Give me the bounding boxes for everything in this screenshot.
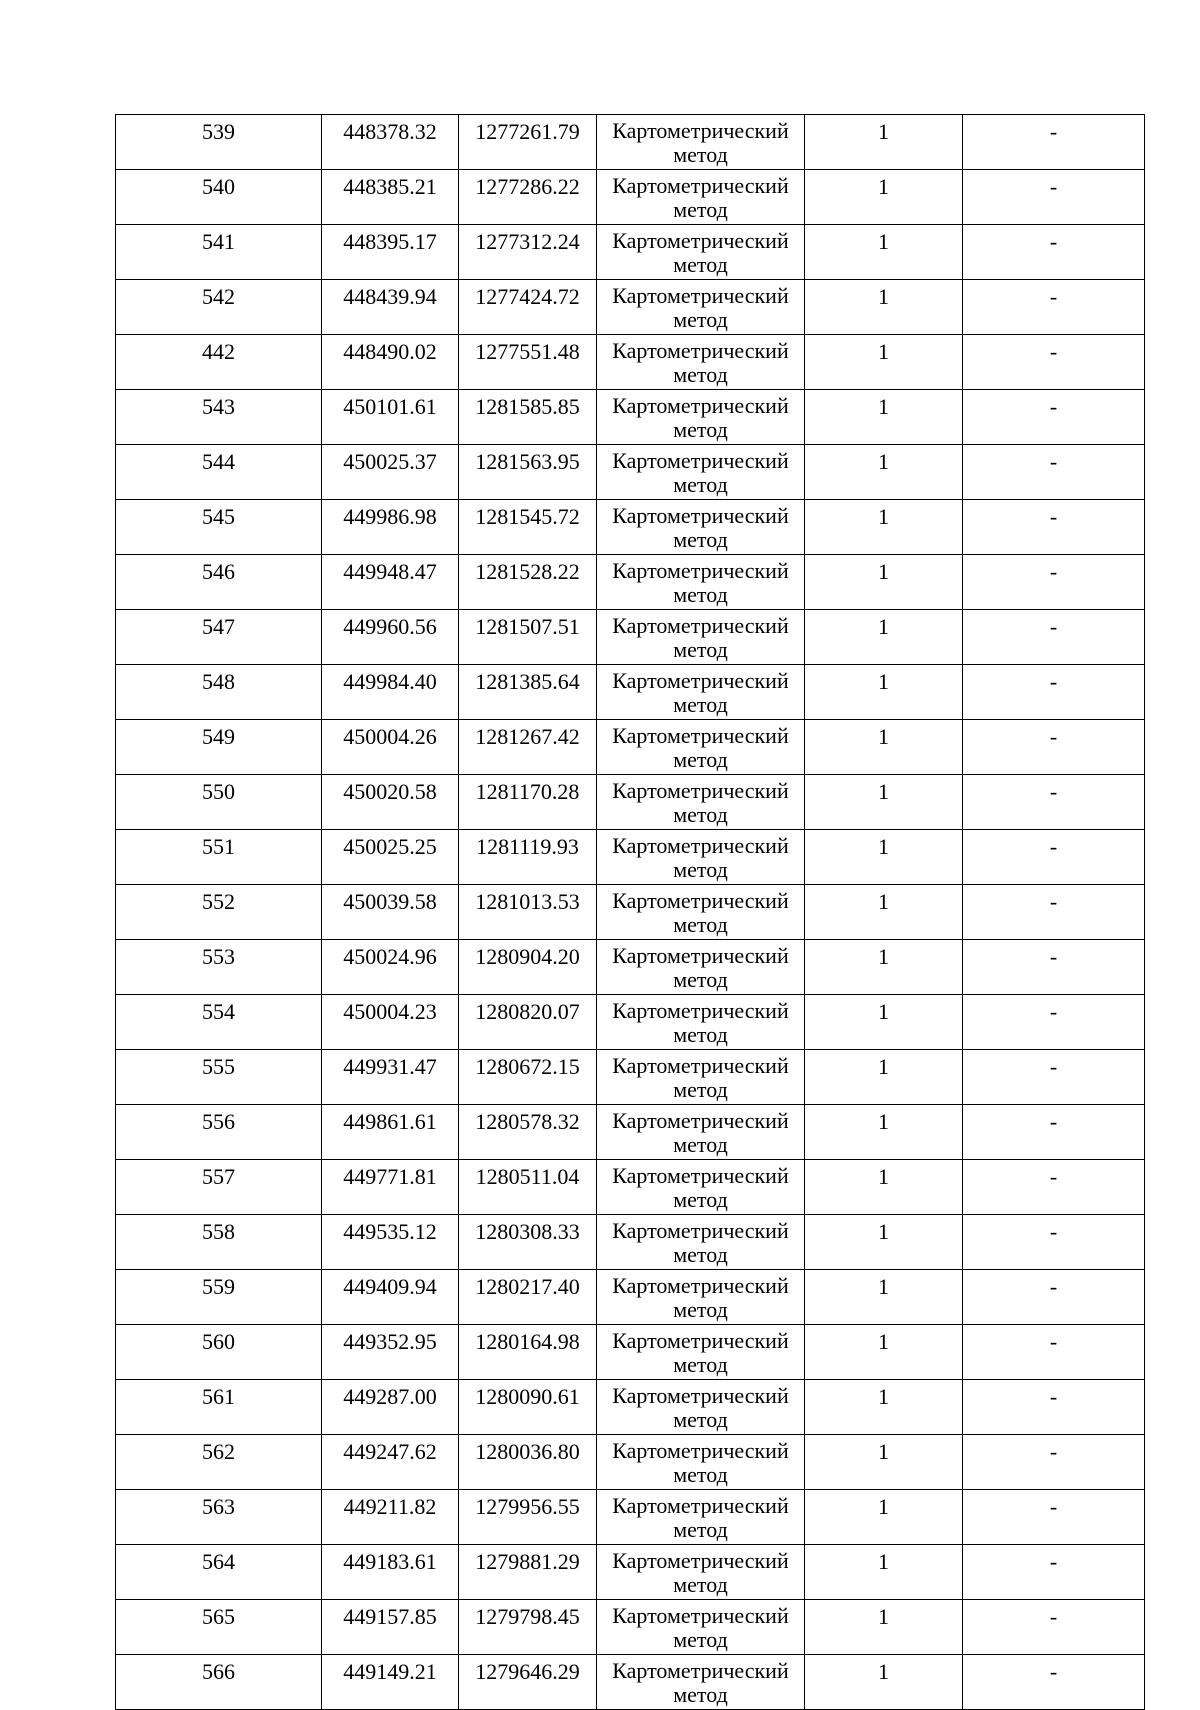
method-line-1: Картометрический xyxy=(612,393,789,418)
accuracy-cell: 1 xyxy=(805,445,963,500)
method-line-2: метод xyxy=(673,197,728,222)
method-cell xyxy=(597,885,805,940)
method-line-2: метод xyxy=(673,472,728,497)
point-number-cell: 549 xyxy=(116,720,322,775)
method-line-1: Картометрический xyxy=(612,1273,789,1298)
table-row xyxy=(116,280,1145,335)
table-row xyxy=(116,445,1145,500)
accuracy-cell: 1 xyxy=(805,610,963,665)
note-cell: - xyxy=(963,830,1145,885)
table-row xyxy=(116,1435,1145,1490)
method-line-1: Картометрический xyxy=(612,338,789,363)
table-row xyxy=(116,1160,1145,1215)
y-coordinate-cell: 1280511.04 xyxy=(459,1160,597,1215)
y-coordinate-cell: 1277261.79 xyxy=(459,115,597,170)
method-cell xyxy=(597,170,805,225)
method-line-1: Картометрический xyxy=(612,1328,789,1353)
method-line-2: метод xyxy=(673,252,728,277)
method-line-2: метод xyxy=(673,1572,728,1597)
table-row xyxy=(116,1600,1145,1655)
x-coordinate-cell: 448439.94 xyxy=(322,280,459,335)
note-cell: - xyxy=(963,940,1145,995)
method-cell xyxy=(597,115,805,170)
method-line-2: метод xyxy=(673,912,728,937)
point-number-cell: 442 xyxy=(116,335,322,390)
point-number-cell: 539 xyxy=(116,115,322,170)
y-coordinate-cell: 1281507.51 xyxy=(459,610,597,665)
coordinates-table xyxy=(115,114,1145,1710)
point-number-cell: 548 xyxy=(116,665,322,720)
x-coordinate-cell: 449409.94 xyxy=(322,1270,459,1325)
accuracy-cell: 1 xyxy=(805,940,963,995)
method-cell xyxy=(597,1490,805,1545)
table-row xyxy=(116,1655,1145,1710)
method-line-2: метод xyxy=(673,417,728,442)
method-line-2: метод xyxy=(673,582,728,607)
table-row xyxy=(116,1545,1145,1600)
accuracy-cell: 1 xyxy=(805,115,963,170)
x-coordinate-cell: 449183.61 xyxy=(322,1545,459,1600)
y-coordinate-cell: 1280090.61 xyxy=(459,1380,597,1435)
accuracy-cell: 1 xyxy=(805,1490,963,1545)
method-line-1: Картометрический xyxy=(612,558,789,583)
accuracy-cell: 1 xyxy=(805,225,963,280)
method-line-1: Картометрический xyxy=(612,1108,789,1133)
x-coordinate-cell: 449149.21 xyxy=(322,1655,459,1710)
method-line-2: метод xyxy=(673,1517,728,1542)
method-cell xyxy=(597,1160,805,1215)
method-cell xyxy=(597,1105,805,1160)
point-number-cell: 544 xyxy=(116,445,322,500)
x-coordinate-cell: 450101.61 xyxy=(322,390,459,445)
table-row xyxy=(116,995,1145,1050)
method-line-1: Картометрический xyxy=(612,943,789,968)
point-number-cell: 560 xyxy=(116,1325,322,1380)
x-coordinate-cell: 448490.02 xyxy=(322,335,459,390)
table-row xyxy=(116,665,1145,720)
point-number-cell: 555 xyxy=(116,1050,322,1105)
y-coordinate-cell: 1277312.24 xyxy=(459,225,597,280)
point-number-cell: 540 xyxy=(116,170,322,225)
method-line-1: Картометрический xyxy=(612,173,789,198)
note-cell: - xyxy=(963,1270,1145,1325)
point-number-cell: 565 xyxy=(116,1600,322,1655)
method-line-1: Картометрический xyxy=(612,668,789,693)
x-coordinate-cell: 450020.58 xyxy=(322,775,459,830)
point-number-cell: 564 xyxy=(116,1545,322,1600)
method-line-1: Картометрический xyxy=(612,118,789,143)
note-cell: - xyxy=(963,500,1145,555)
point-number-cell: 558 xyxy=(116,1215,322,1270)
method-line-2: метод xyxy=(673,1682,728,1707)
x-coordinate-cell: 450039.58 xyxy=(322,885,459,940)
method-cell xyxy=(597,225,805,280)
point-number-cell: 557 xyxy=(116,1160,322,1215)
note-cell: - xyxy=(963,335,1145,390)
x-coordinate-cell: 449352.95 xyxy=(322,1325,459,1380)
method-cell xyxy=(597,1050,805,1105)
method-line-1: Картометрический xyxy=(612,1053,789,1078)
accuracy-cell: 1 xyxy=(805,1380,963,1435)
accuracy-cell: 1 xyxy=(805,775,963,830)
y-coordinate-cell: 1280578.32 xyxy=(459,1105,597,1160)
table-row xyxy=(116,940,1145,995)
method-line-1: Картометрический xyxy=(612,998,789,1023)
note-cell: - xyxy=(963,115,1145,170)
x-coordinate-cell: 448395.17 xyxy=(322,225,459,280)
point-number-cell: 542 xyxy=(116,280,322,335)
note-cell: - xyxy=(963,555,1145,610)
note-cell: - xyxy=(963,1160,1145,1215)
method-line-1: Картометрический xyxy=(612,778,789,803)
accuracy-cell: 1 xyxy=(805,720,963,775)
y-coordinate-cell: 1280672.15 xyxy=(459,1050,597,1105)
note-cell: - xyxy=(963,665,1145,720)
y-coordinate-cell: 1277424.72 xyxy=(459,280,597,335)
note-cell: - xyxy=(963,1380,1145,1435)
x-coordinate-cell: 449287.00 xyxy=(322,1380,459,1435)
method-line-2: метод xyxy=(673,1352,728,1377)
method-line-2: метод xyxy=(673,1077,728,1102)
method-line-1: Картометрический xyxy=(612,833,789,858)
x-coordinate-cell: 450025.37 xyxy=(322,445,459,500)
method-line-2: метод xyxy=(673,1407,728,1432)
x-coordinate-cell: 449931.47 xyxy=(322,1050,459,1105)
y-coordinate-cell: 1280820.07 xyxy=(459,995,597,1050)
table-row xyxy=(116,170,1145,225)
y-coordinate-cell: 1281119.93 xyxy=(459,830,597,885)
table-row xyxy=(116,335,1145,390)
accuracy-cell: 1 xyxy=(805,170,963,225)
note-cell: - xyxy=(963,1105,1145,1160)
table-row xyxy=(116,885,1145,940)
method-cell xyxy=(597,720,805,775)
method-line-2: метод xyxy=(673,307,728,332)
method-cell xyxy=(597,830,805,885)
note-cell: - xyxy=(963,1600,1145,1655)
method-cell xyxy=(597,335,805,390)
method-line-1: Картометрический xyxy=(612,1548,789,1573)
point-number-cell: 562 xyxy=(116,1435,322,1490)
accuracy-cell: 1 xyxy=(805,885,963,940)
table-row xyxy=(116,500,1145,555)
method-cell xyxy=(597,610,805,665)
accuracy-cell: 1 xyxy=(805,1050,963,1105)
y-coordinate-cell: 1281267.42 xyxy=(459,720,597,775)
method-line-1: Картометрический xyxy=(612,1438,789,1463)
table-row xyxy=(116,1105,1145,1160)
method-cell xyxy=(597,940,805,995)
x-coordinate-cell: 449861.61 xyxy=(322,1105,459,1160)
note-cell: - xyxy=(963,170,1145,225)
x-coordinate-cell: 448385.21 xyxy=(322,170,459,225)
method-line-2: метод xyxy=(673,1627,728,1652)
note-cell: - xyxy=(963,1325,1145,1380)
x-coordinate-cell: 450025.25 xyxy=(322,830,459,885)
accuracy-cell: 1 xyxy=(805,830,963,885)
table-row xyxy=(116,1490,1145,1545)
method-line-2: метод xyxy=(673,747,728,772)
note-cell: - xyxy=(963,610,1145,665)
method-cell xyxy=(597,445,805,500)
x-coordinate-cell: 448378.32 xyxy=(322,115,459,170)
point-number-cell: 559 xyxy=(116,1270,322,1325)
method-line-1: Картометрический xyxy=(612,1493,789,1518)
table-row xyxy=(116,1270,1145,1325)
y-coordinate-cell: 1277551.48 xyxy=(459,335,597,390)
x-coordinate-cell: 450004.26 xyxy=(322,720,459,775)
accuracy-cell: 1 xyxy=(805,1160,963,1215)
x-coordinate-cell: 450004.23 xyxy=(322,995,459,1050)
method-line-2: метод xyxy=(673,967,728,992)
note-cell: - xyxy=(963,390,1145,445)
y-coordinate-cell: 1281563.95 xyxy=(459,445,597,500)
point-number-cell: 550 xyxy=(116,775,322,830)
method-line-2: метод xyxy=(673,857,728,882)
method-cell xyxy=(597,500,805,555)
method-cell xyxy=(597,1215,805,1270)
table-row xyxy=(116,225,1145,280)
accuracy-cell: 1 xyxy=(805,335,963,390)
method-line-2: метод xyxy=(673,1132,728,1157)
note-cell: - xyxy=(963,1215,1145,1270)
table-row xyxy=(116,610,1145,665)
point-number-cell: 547 xyxy=(116,610,322,665)
y-coordinate-cell: 1281585.85 xyxy=(459,390,597,445)
y-coordinate-cell: 1279646.29 xyxy=(459,1655,597,1710)
note-cell: - xyxy=(963,445,1145,500)
note-cell: - xyxy=(963,885,1145,940)
table-row xyxy=(116,115,1145,170)
y-coordinate-cell: 1281170.28 xyxy=(459,775,597,830)
table-row xyxy=(116,1050,1145,1105)
x-coordinate-cell: 449986.98 xyxy=(322,500,459,555)
table-row xyxy=(116,1380,1145,1435)
x-coordinate-cell: 449771.81 xyxy=(322,1160,459,1215)
note-cell: - xyxy=(963,995,1145,1050)
point-number-cell: 541 xyxy=(116,225,322,280)
y-coordinate-cell: 1281545.72 xyxy=(459,500,597,555)
y-coordinate-cell: 1277286.22 xyxy=(459,170,597,225)
method-line-2: метод xyxy=(673,1022,728,1047)
y-coordinate-cell: 1279881.29 xyxy=(459,1545,597,1600)
method-line-2: метод xyxy=(673,692,728,717)
method-cell xyxy=(597,1655,805,1710)
note-cell: - xyxy=(963,1545,1145,1600)
table-row xyxy=(116,1215,1145,1270)
method-cell xyxy=(597,280,805,335)
accuracy-cell: 1 xyxy=(805,1325,963,1380)
coordinates-table-body xyxy=(116,115,1145,1710)
x-coordinate-cell: 449984.40 xyxy=(322,665,459,720)
table-row xyxy=(116,775,1145,830)
y-coordinate-cell: 1281528.22 xyxy=(459,555,597,610)
y-coordinate-cell: 1280904.20 xyxy=(459,940,597,995)
x-coordinate-cell: 449211.82 xyxy=(322,1490,459,1545)
method-cell xyxy=(597,1600,805,1655)
accuracy-cell: 1 xyxy=(805,1270,963,1325)
accuracy-cell: 1 xyxy=(805,1435,963,1490)
point-number-cell: 566 xyxy=(116,1655,322,1710)
y-coordinate-cell: 1280036.80 xyxy=(459,1435,597,1490)
method-line-1: Картометрический xyxy=(612,1383,789,1408)
x-coordinate-cell: 449960.56 xyxy=(322,610,459,665)
table-row xyxy=(116,390,1145,445)
table-row xyxy=(116,720,1145,775)
accuracy-cell: 1 xyxy=(805,1105,963,1160)
method-line-1: Картометрический xyxy=(612,1603,789,1628)
accuracy-cell: 1 xyxy=(805,1600,963,1655)
y-coordinate-cell: 1281013.53 xyxy=(459,885,597,940)
method-cell xyxy=(597,1270,805,1325)
note-cell: - xyxy=(963,1050,1145,1105)
point-number-cell: 563 xyxy=(116,1490,322,1545)
point-number-cell: 551 xyxy=(116,830,322,885)
method-line-2: метод xyxy=(673,1462,728,1487)
y-coordinate-cell: 1281385.64 xyxy=(459,665,597,720)
table-row xyxy=(116,1325,1145,1380)
method-line-2: метод xyxy=(673,1187,728,1212)
method-line-1: Картометрический xyxy=(612,1218,789,1243)
method-cell xyxy=(597,1435,805,1490)
x-coordinate-cell: 449157.85 xyxy=(322,1600,459,1655)
accuracy-cell: 1 xyxy=(805,995,963,1050)
accuracy-cell: 1 xyxy=(805,1655,963,1710)
y-coordinate-cell: 1279798.45 xyxy=(459,1600,597,1655)
method-line-2: метод xyxy=(673,637,728,662)
accuracy-cell: 1 xyxy=(805,1215,963,1270)
note-cell: - xyxy=(963,720,1145,775)
point-number-cell: 552 xyxy=(116,885,322,940)
x-coordinate-cell: 449535.12 xyxy=(322,1215,459,1270)
accuracy-cell: 1 xyxy=(805,280,963,335)
method-cell xyxy=(597,665,805,720)
method-line-1: Картометрический xyxy=(612,1163,789,1188)
point-number-cell: 546 xyxy=(116,555,322,610)
note-cell: - xyxy=(963,225,1145,280)
method-cell xyxy=(597,555,805,610)
method-cell xyxy=(597,390,805,445)
method-line-1: Картометрический xyxy=(612,888,789,913)
method-line-2: метод xyxy=(673,142,728,167)
point-number-cell: 545 xyxy=(116,500,322,555)
method-cell xyxy=(597,1545,805,1600)
point-number-cell: 554 xyxy=(116,995,322,1050)
accuracy-cell: 1 xyxy=(805,665,963,720)
point-number-cell: 543 xyxy=(116,390,322,445)
x-coordinate-cell: 449948.47 xyxy=(322,555,459,610)
method-cell xyxy=(597,1380,805,1435)
note-cell: - xyxy=(963,1490,1145,1545)
method-line-2: метод xyxy=(673,362,728,387)
note-cell: - xyxy=(963,280,1145,335)
method-line-1: Картометрический xyxy=(612,228,789,253)
table-row xyxy=(116,555,1145,610)
method-line-2: метод xyxy=(673,1297,728,1322)
method-line-2: метод xyxy=(673,802,728,827)
method-line-2: метод xyxy=(673,527,728,552)
method-line-1: Картометрический xyxy=(612,613,789,638)
point-number-cell: 556 xyxy=(116,1105,322,1160)
method-cell xyxy=(597,1325,805,1380)
y-coordinate-cell: 1280308.33 xyxy=(459,1215,597,1270)
accuracy-cell: 1 xyxy=(805,390,963,445)
y-coordinate-cell: 1280217.40 xyxy=(459,1270,597,1325)
method-line-2: метод xyxy=(673,1242,728,1267)
note-cell: - xyxy=(963,775,1145,830)
accuracy-cell: 1 xyxy=(805,500,963,555)
method-line-1: Картометрический xyxy=(612,1658,789,1683)
note-cell: - xyxy=(963,1435,1145,1490)
method-line-1: Картометрический xyxy=(612,448,789,473)
method-cell xyxy=(597,995,805,1050)
method-line-1: Картометрический xyxy=(612,723,789,748)
x-coordinate-cell: 450024.96 xyxy=(322,940,459,995)
table-row xyxy=(116,830,1145,885)
accuracy-cell: 1 xyxy=(805,555,963,610)
method-line-1: Картометрический xyxy=(612,503,789,528)
x-coordinate-cell: 449247.62 xyxy=(322,1435,459,1490)
method-cell xyxy=(597,775,805,830)
accuracy-cell: 1 xyxy=(805,1545,963,1600)
method-line-1: Картометрический xyxy=(612,283,789,308)
point-number-cell: 561 xyxy=(116,1380,322,1435)
y-coordinate-cell: 1279956.55 xyxy=(459,1490,597,1545)
y-coordinate-cell: 1280164.98 xyxy=(459,1325,597,1380)
point-number-cell: 553 xyxy=(116,940,322,995)
note-cell: - xyxy=(963,1655,1145,1710)
